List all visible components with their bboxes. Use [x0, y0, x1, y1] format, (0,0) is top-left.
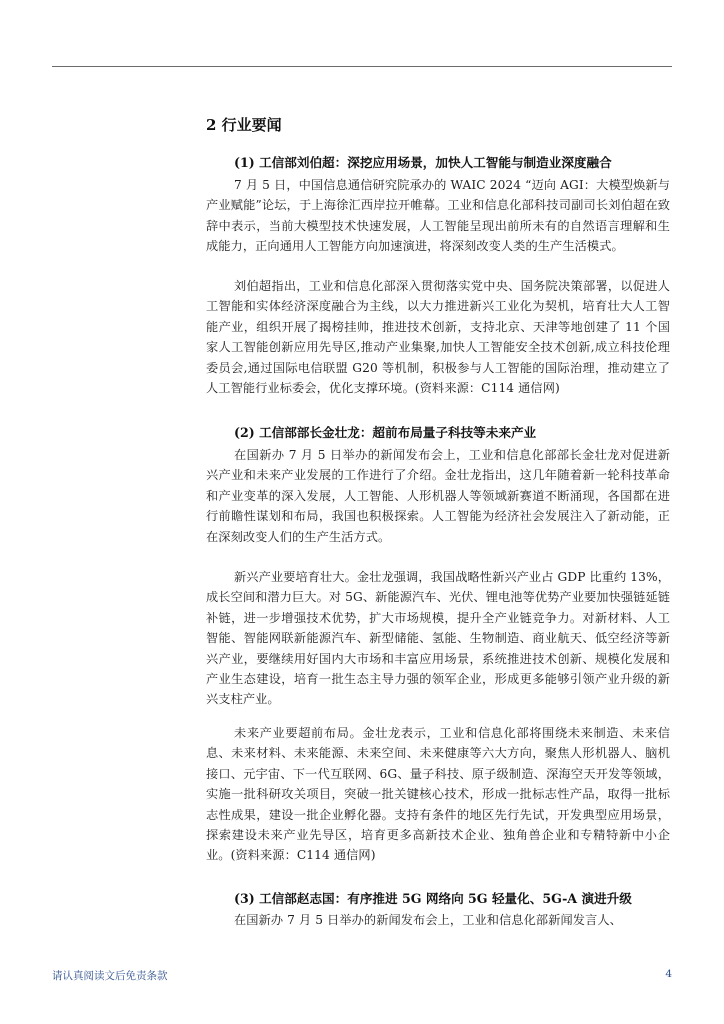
- page-number: 4: [665, 968, 672, 980]
- article-1-heading: (1) 工信部刘伯超：深挖应用场景，加快人工智能与制造业深度融合: [234, 155, 612, 170]
- header-rule: [52, 66, 672, 67]
- article-3-heading: (3) 工信部赵志国：有序推进 5G 网络向 5G 轻量化、5G-A 演进升级: [234, 891, 632, 906]
- article-1-paragraph-2: 刘伯超指出，工业和信息化部深入贯彻落实党中央、国务院决策部署，以促进人工智能和实体经济深度融合为主线，以大力推进新兴工业化为契机，培育壮大人工智能产业，组织开展了揭榜挂帅，推进技术创新，支持北京、天津等地创建了 11 个国家人工智能创新应用先导区,推动产业集聚,加快人工智能安全技术创新,成立科技伦理委员会,通过国际电信联盟 G20 等机制，积极参与人工智能的国际治理，推动建立了人工智能行业标委会，优化支撑环境。(资料来源：C114 通信网): [206, 279, 670, 396]
- article-2-paragraph-2: 新兴产业要培育壮大。金壮龙强调，我国战略性新兴产业占 GDP 比重约 13%，成长空间和潜力巨大。对 5G、新能源汽车、光伏、锂电池等优势产业要加快强链延链补链，进一步增强技术优势，扩大市场规模，提升全产业链竞争力。对新材料、人工智能、智能网联新能源汽车、新型储能、氢能、生物制造、商业航天、低空经济等新兴产业，要继续用好国内大市场和丰富应用场景，系统推进技术创新、规模化发展和产业生态建设，培育一批生态主导力强的领军企业，形成更多能够引领产业升级的新兴支柱产业。: [206, 570, 671, 707]
- footer-disclaimer: 请认真阅读文后免责条款: [52, 970, 168, 982]
- article-2-paragraph-3: 未来产业要超前布局。金壮龙表示，工业和信息化部将围绕未来制造、未来信息、未来材料、未来能源、未来空间、未来健康等六大方向，聚焦人形机器人、脑机接口、元宇宙、下一代互联网、6G、量子科技、原子级制造、深海空天开发等领域，实施一批科研攻关项目，突破一批关键核心技术，形成一批标志性产品，取得一批标志性成果，建设一批企业孵化器。支持有条件的地区先行先试，开发典型应用场景，探索建设未来产业先导区，培育更多高新技术企业、独角兽企业和专精特新中小企业。(资料来源：C114 通信网): [206, 726, 670, 863]
- article-2-heading: (2) 工信部部长金壮龙：超前布局量子科技等未来产业: [234, 425, 537, 440]
- section-title: 2 行业要闻: [206, 116, 282, 134]
- article-1-paragraph-1: 7 月 5 日，中国信息通信研究院承办的 WAIC 2024 “迈向 AGI：大模型焕新与产业赋能”论坛，于上海徐汇西岸拉开帷幕。工业和信息化部科技司副司长刘伯超在致辞中表示，当前大模型技术快速发展，人工智能呈现出前所未有的自然语言理解和生成能力，正向通用人工智能方向加速演进，将深刻改变人类的生产生活模式。: [206, 178, 670, 254]
- article-3-paragraph-1: 在国新办 7 月 5 日举办的新闻发布会上，工业和信息化部新闻发言人、: [234, 913, 622, 927]
- article-2-paragraph-1: 在国新办 7 月 5 日举办的新闻发布会上，工业和信息化部部长金壮龙对促进新兴产业和未来产业发展的工作进行了介绍。金壮龙指出，这几年随着新一轮科技革命和产业变革的深入发展，人工智能、人形机器人等领域新赛道不断涌现，各国都在进行前瞻性谋划和布局，我国也积极探索。人工智能为经济社会发展注入了新动能，正在深刻改变人们的生产生活方式。: [206, 448, 670, 544]
